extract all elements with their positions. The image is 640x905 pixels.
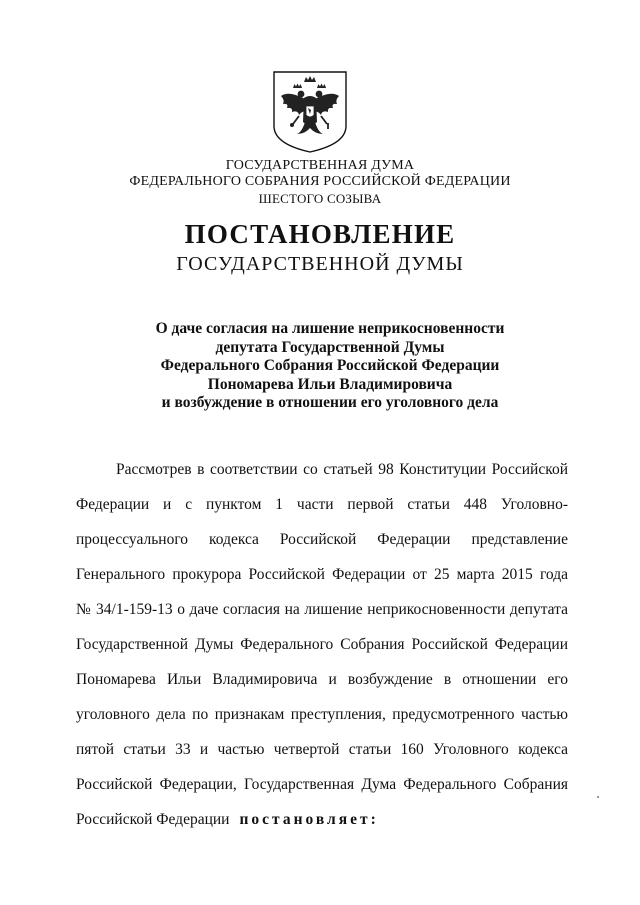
issuer-line-2: ФЕДЕРАЛЬНОГО СОБРАНИЯ РОССИЙСКОЙ ФЕДЕРАЦИИ — [129, 174, 511, 189]
body-line: Российской Федерации, Государственная Дума Федерального Собрания — [76, 776, 568, 793]
russian-coat-of-arms-icon — [271, 70, 349, 154]
resolves-emphasis: постановляет: — [239, 811, 379, 828]
document-title: ПОСТАНОВЛЕНИЕ — [184, 219, 456, 249]
body-line: пятой статьи 33 и частью четвертой статьи 160 Уголовного кодекса — [76, 741, 568, 758]
resolution-subject — [0, 320, 640, 413]
closing-text: Российской Федерации — [76, 811, 230, 828]
closing-line — [76, 810, 568, 830]
convocation-line: ШЕСТОГО СОЗЫВА — [258, 191, 382, 206]
body-line: уголовного дела по признакам преступления, предусмотренного частью — [76, 706, 568, 723]
body-line: Генерального прокурора Российской Федерации от 25 марта 2015 года — [76, 566, 568, 583]
body-line: № 34/1-159-13 о даче согласия на лишение неприкосновенности депутата — [76, 601, 568, 618]
body-line: Пономарева Ильи Владимировича и возбуждение в отношении его — [76, 671, 568, 688]
issuer-line-1: ГОСУДАРСТВЕННАЯ ДУМА — [225, 158, 415, 173]
body-line: Рассмотрев в соответствии со статьей 98 Конституции Российской — [116, 461, 568, 478]
body-line: Федерации и с пунктом 1 части первой статьи 448 Уголовно- — [76, 496, 568, 513]
subject-line: депутата Государственной Думы — [215, 338, 445, 356]
subject-line: и возбуждение в отношении его уголовного дела — [161, 394, 499, 411]
document-subtitle: ГОСУДАРСТВЕННОЙ ДУМЫ — [176, 253, 464, 275]
subject-line: О даче согласия на лишение неприкосновенности — [155, 320, 505, 337]
subject-line: Пономарева Ильи Владимировича — [207, 375, 453, 393]
subject-line: Федерального Собрания Российской Федерации — [160, 357, 500, 374]
body-line: Государственной Думы Федерального Собрания Российской Федерации — [76, 636, 568, 653]
scan-speck — [597, 796, 599, 798]
body-line: процессуального кодекса Российской Федерации представление — [76, 531, 568, 548]
